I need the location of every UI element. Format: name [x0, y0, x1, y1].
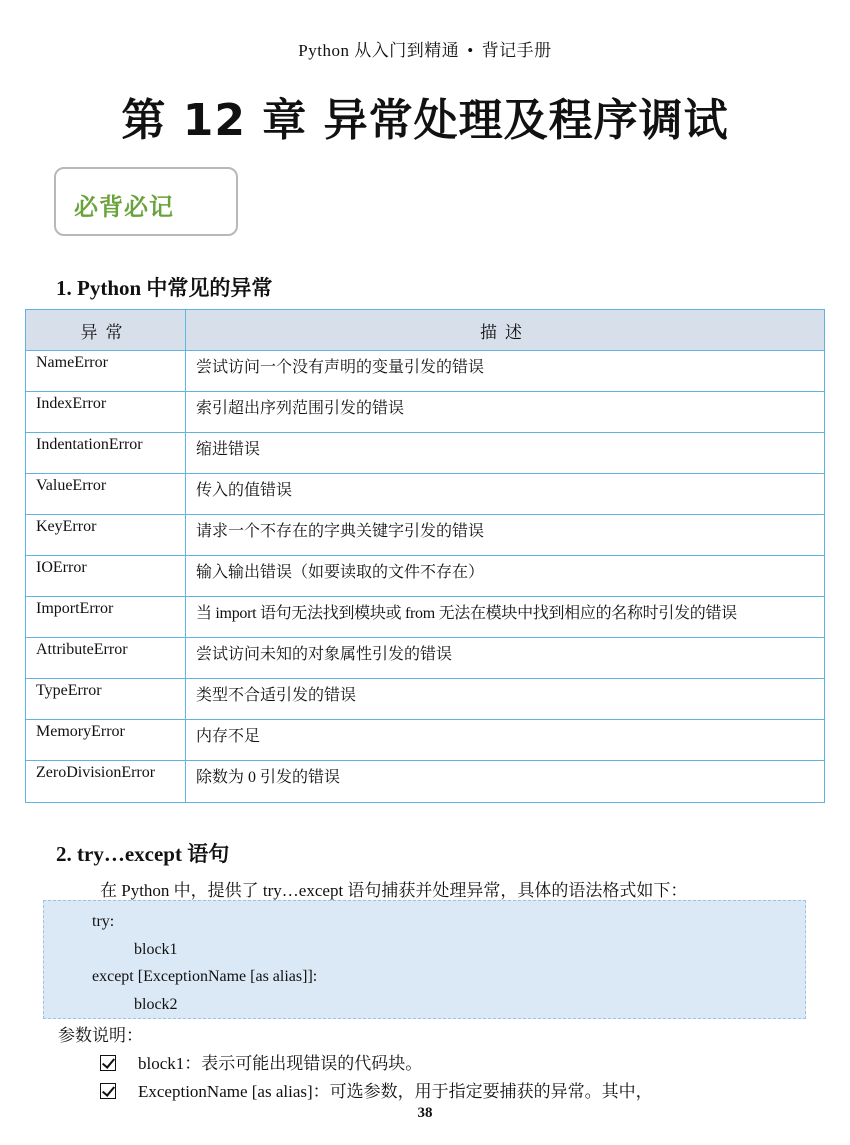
exception-description: 内存不足 — [186, 720, 825, 761]
table-row — [26, 597, 825, 638]
exception-name: KeyError — [26, 515, 186, 556]
exception-description: 尝试访问一个没有声明的变量引发的错误 — [186, 351, 825, 392]
table-row — [26, 720, 825, 761]
exception-name: ValueError — [26, 474, 186, 515]
running-header — [0, 36, 850, 61]
table-row — [26, 761, 825, 803]
code-block — [43, 900, 806, 1019]
section2-heading: 2. try…except 语句 — [56, 842, 230, 866]
param-label: 参数说明： — [58, 1026, 143, 1045]
exception-description: 传入的值错误 — [186, 474, 825, 515]
exception-table — [25, 309, 825, 803]
chapter-title: 第 12 章 异常处理及程序调试 — [121, 95, 729, 146]
memo-label: 必背必记 — [74, 193, 174, 221]
exception-name: IOError — [26, 556, 186, 597]
param-text: ExceptionName [as alias]：可选参数，用于指定要捕获的异常。其中， — [138, 1082, 653, 1101]
section2-intro: 在 Python 中，提供了 try…except 语句捕获并处理异常，具体的语法格式如下： — [100, 881, 688, 900]
exception-description: 索引超出序列范围引发的错误 — [186, 392, 825, 433]
exception-description: 缩进错误 — [186, 433, 825, 474]
table-header-row — [26, 310, 825, 351]
exception-name: TypeError — [26, 679, 186, 720]
table-row — [26, 556, 825, 597]
checkbox-icon — [100, 1055, 116, 1071]
exception-name: IndexError — [26, 392, 186, 433]
exception-description: 请求一个不存在的字典关键字引发的错误 — [186, 515, 825, 556]
section1-heading: 1. Python 中常见的异常 — [56, 276, 273, 300]
exception-description: 类型不合适引发的错误 — [186, 679, 825, 720]
book-title: Python 从入门到精通 — [298, 41, 460, 60]
param-item — [100, 1077, 653, 1102]
memo-box — [54, 167, 238, 236]
exception-name: MemoryError — [26, 720, 186, 761]
exception-description: 除数为 0 引发的错误 — [186, 761, 825, 803]
code-line: except [ExceptionName [as alias]]: — [92, 968, 318, 985]
exception-name: AttributeError — [26, 638, 186, 679]
checkbox-icon — [100, 1083, 116, 1099]
table-row — [26, 392, 825, 433]
header-bullet: • — [467, 41, 474, 60]
code-line: block2 — [134, 996, 178, 1013]
exception-name: ZeroDivisionError — [26, 761, 186, 803]
code-line: try: — [92, 913, 115, 930]
table-row — [26, 638, 825, 679]
table-row — [26, 515, 825, 556]
table-row — [26, 351, 825, 392]
exception-name: ImportError — [26, 597, 186, 638]
exception-name: IndentationError — [26, 433, 186, 474]
table-row — [26, 679, 825, 720]
exception-name: NameError — [26, 351, 186, 392]
code-line: block1 — [134, 941, 178, 958]
page-number: 38 — [417, 1105, 433, 1121]
param-item — [100, 1049, 422, 1074]
book-subtitle: 背记手册 — [481, 41, 552, 60]
column-header-exception: 异常 — [26, 310, 186, 351]
table-row — [26, 474, 825, 515]
exception-description: 输入输出错误（如要读取的文件不存在） — [186, 556, 825, 597]
param-text: block1：表示可能出现错误的代码块。 — [138, 1054, 423, 1073]
exception-description: 尝试访问未知的对象属性引发的错误 — [186, 638, 825, 679]
table-row — [26, 433, 825, 474]
column-header-description: 描述 — [186, 310, 825, 351]
exception-description: 当 import 语句无法找到模块或 from 无法在模块中找到相应的名称时引发的错误 — [186, 597, 825, 638]
